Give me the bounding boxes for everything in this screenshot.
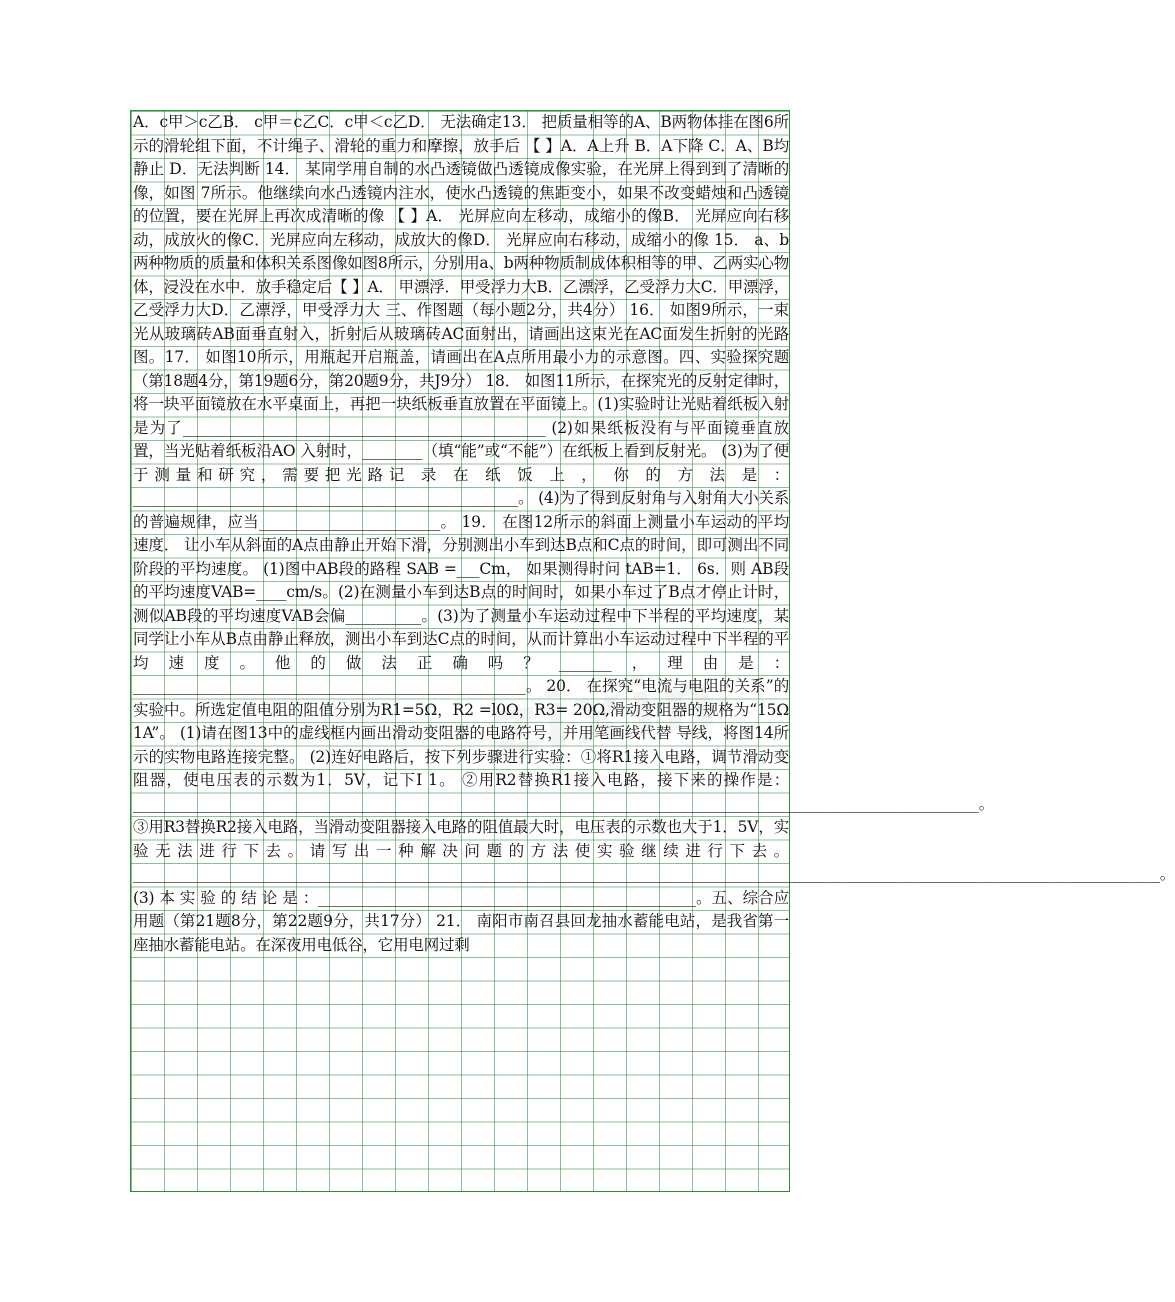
exam-text: A．c甲＞c乙B． c甲＝c乙C．c甲＜c乙D． 无法确定13． 把质量相等的A、B两物体挂在图6所示的滑轮组下面，不计绳子、滑轮的重力和摩擦，放手后 【 】A．A上升 B．A下降 C．A、B均静止 D．无法判断 14． 某同学用自制的水凸透镜做凸透镜成像实验，在光屏上得到到了清晰的像，如图 7所示。他继续向水凸透镜内注水，使水凸透镜的焦距变小，如果不改变蜡烛和凸透镜的位置，要在光屏上再次成清晰的像 【 】A． 光屏应向左移动，成缩小的像B． 光屏应向右移动，成放火的像C．光屏应向左移动，成放大的像D． 光屏应向右移动，成缩小的像 15． a、b两种物质的质量和体积关系图像如图8所示，分别用a、b两种物质制成体积相等的甲、乙两实心物体，浸没在水中．放手稳定后【 】A． 甲漂浮．甲受浮力大B．乙漂浮，乙受浮力大C．甲漂浮，乙受浮力大D．乙漂浮，甲受浮力大 三、作图题（每小题2分，共4分） 16． 如图9所示，一束光从玻璃砖AB面垂直射入，折射后从玻璃砖AC面射出，请画出这束光在AC面发生折射的光路图。17． 如图10所示，用瓶起开启瓶盖，请画出在A点所用最小力的示意图。四、实验探究题（第18题4分，第19题6分，第20题9分，共J9分） 18． 如图11所示，在探究光的反射定律时，将一块平面镜放在水平桌面上，再把一块纸板垂直放置在平面镜上。(1)实验时让光贴着纸板入射是为了________________________________________________ (2)如果纸板没有与平面镜垂直放置，当光贴着纸板沿AO 入射时，________（填“能”或“不能”）在纸板上看到反射光。 (3)为了便于测量和研究，需要把光路记 录 在 纸 饭 上 ， 你 的 方 法 是 ：___________________________________________________。 (4)为了得到反射角与入射角大小关系的普遍规律，应当________________________。 19． 在图12所示的斜面上测量小车运动的平均速度． 让小车从斜面的A点由静止开始下滑，分别测出小车到达B点和C点的时间，即可测出不同阶段的平均速度。 (1)图中AB段的路程 SAB =___Cm， 如果测得时问 tAB=1． 6s．则 AB段的平均速度VAB=____cm/s。(2)在测量小车到达B点的时间时，如果小车过了B点才停止计时，测似AB段的平均速度VAB会偏__________。(3)为了测量小车运动过程中下半程的平均速度，某同学让小车从B点由静止释放，测出小车到达C点的时间，从而计算出小车运动过程中下半程的平均速度。他的做法正确吗？_______，理由是：____________________________________________________。 20． 在探究“电流与电阻的关系”的实验中。所选定值电阻的阻值分别为R1=5Ω，R2 =l0Ω，R3= 20Ω,滑动变阻器的规格为“15Ω 1A”。 (1)请在图13中的虚线框内画出滑动变阻器的电路符号，并用笔画线代替 导线，将图14所示的实物电路连接完整。 (2)连好电路后，按下列步骤进行实验：①将R1接入电路，调节滑动变阻器，使电压表的示数为1．5V，记下I 1。 ②用R2替换R1接入电路，接下来的操作是：________________________________________________________________________________________________________________。 ③用R3替换R2接入电路，当滑动变阻器接入电路的阻值最大时，电压表的示数也大于1．5V，实验无法进行下去。请写出一种解决问题的方法使实验继续进行下去。________________________________________________________________________________________________________________________________________。(3) 本 实 验 的 结 论 是 ：__________________________________________________。五、综合应用题（第21题8分，第22题9分，共17分） 21． 南阳市南召县回龙抽水蓄能电站，是我省第一座抽水蓄能电站。在深夜用电低谷，它用电网过剩 xyxy=(133,113,1175,954)
document-page xyxy=(130,110,1175,1192)
